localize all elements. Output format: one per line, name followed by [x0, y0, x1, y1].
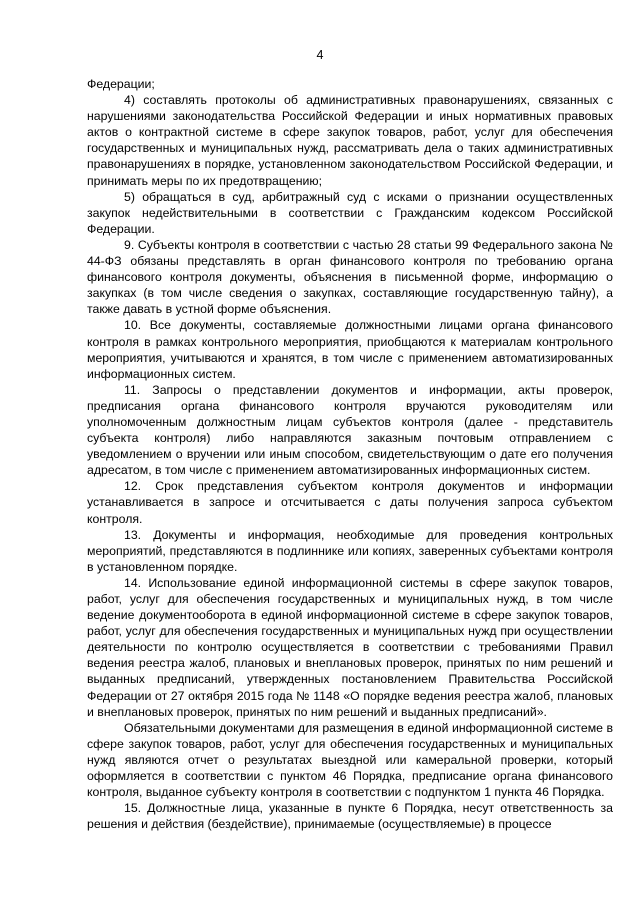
paragraph-clause-13: 13. Документы и информация, необходимые для проведения контрольных мероприятий, представляются в подлиннике или копиях, заверенных субъектами контроля в установленном порядке.	[87, 527, 613, 574]
paragraph-clause-14: 14. Использование единой информационной системы в сфере закупок товаров, работ, услуг для обеспечения государственных и муниципальных нужд, в том числе ведение документооборота в единой информационной системе в сфере закупок товаров, работ, услуг для обеспечения государственных и муниципальных нужд при осуществлении деятельности по контролю осуществляется в соответствии с требованиями Правил ведения реестра жалоб, плановых и внеплановых проверок, принятых по ним решений и выданных предписаний, утвержденных постановлением Правительства Российской Федерации от 27 октября 2015 года № 1148 «О порядке ведения реестра жалоб, плановых и внеплановых проверок, принятых по ним решений и выданных предписаний».	[87, 575, 613, 719]
paragraph-clause-10: 10. Все документы, составляемые должностными лицами органа финансового контроля в рамках контрольного мероприятия, приобщаются к материалам контрольного мероприятия, учитываются и хранятся, в том числе с применением автоматизированных информационных систем.	[87, 318, 613, 381]
paragraph-continuation: Федерации;	[87, 77, 155, 91]
document-body	[87, 76, 613, 832]
page-number: 4	[316, 48, 324, 62]
paragraph-clause-14-mandatory-documents: Обязательными документами для размещения в единой информационной системе в сфере закупок товаров, работ, услуг для обеспечения государственных и муниципальных нужд являются отчет о результатах выездной или камеральной проверки, который оформляется в соответствии с пунктом 46 Порядка, предписание органа финансового контроля, выданное субъекту контроля в соответствии с подпунктом 1 пункта 46 Порядка.	[87, 720, 613, 800]
paragraph-clause-11: 11. Запросы о представлении документов и информации, акты проверок, предписания органа финансового контроля вручаются руководителям или уполномоченным должностным лицам субъектов контроля (далее - представитель субъекта контроля) либо направляются заказным почтовым отправлением с уведомлением о вручении или иным способом, свидетельствующим о дате его получения адресатом, в том числе с применением автоматизированных информационных систем.	[87, 382, 613, 478]
paragraph-clause-12: 12. Срок представления субъектом контроля документов и информации устанавливается в запросе и отсчитывается с даты получения запроса субъектом контроля.	[87, 479, 613, 526]
paragraph-item-5: 5) обращаться в суд, арбитражный суд с исками о признании осуществленных закупок недействительными в соответствии с Гражданским кодексом Российской Федерации.	[87, 189, 613, 236]
paragraph-clause-9: 9. Субъекты контроля в соответствии с частью 28 статьи 99 Федерального закона № 44-ФЗ обязаны представлять в орган финансового контроля по требованию органа финансового контроля документы, объяснения в письменной форме, информацию о закупках (в том числе сведения о закупках, составляющие государственную тайну), а также давать в устной форме объяснения.	[87, 237, 613, 317]
paragraph-clause-15: 15. Должностные лица, указанные в пункте 6 Порядка, несут ответственность за решения и действия (бездействие), принимаемые (осуществляемые) в процессе	[87, 801, 613, 832]
paragraph-item-4: 4) составлять протоколы об административных правонарушениях, связанных с нарушениями законодательства Российской Федерации и иных нормативных правовых актов о контрактной системе в сфере закупок товаров, работ, услуг для обеспечения государственных и муниципальных нужд, рассматривать дела о таких административных правонарушениях в порядке, установленном законодательством Российской Федерации, и принимать меры по их предотвращению;	[87, 93, 613, 188]
